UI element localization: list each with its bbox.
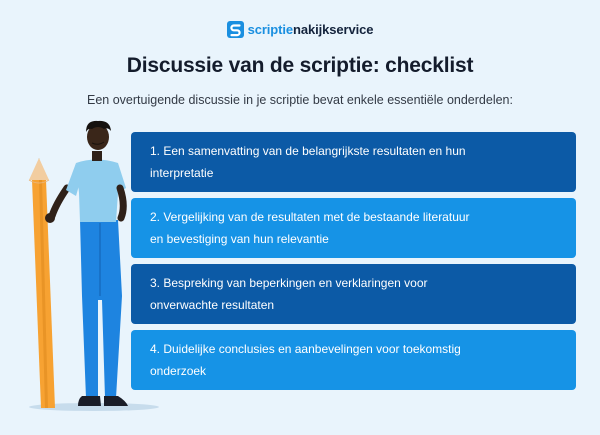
checklist-item-4-line1: 4. Duidelijke conclusies en aanbevelingen voor toekomstig (150, 342, 461, 356)
logo-text-part2: nakijkservice (293, 22, 374, 37)
logo-text-part1: scriptie (247, 22, 294, 37)
checklist-item-3-line1: 3. Bespreking van beperkingen en verklaringen voor (150, 276, 428, 290)
checklist-item-2-line1: 2. Vergelijking van de resultaten met de bestaande literatuur (150, 210, 470, 224)
checklist-item-2-line2: en bevestiging van hun relevantie (150, 232, 329, 246)
checklist-item-1-line2: interpretatie (150, 166, 214, 180)
checklist-item-1 (131, 132, 576, 192)
checklist-item-3-line2: onverwachte resultaten (150, 298, 275, 312)
checklist-item-4 (131, 330, 576, 390)
checklist-item-4-line2: onderzoek (150, 364, 207, 378)
pencil-icon (29, 158, 55, 408)
logo (0, 21, 600, 38)
page-subtitle: Een overtuigende discussie in je scriptie bevat enkele essentiële onderdelen: (87, 93, 513, 107)
page-title: Discussie van de scriptie: checklist (126, 54, 474, 77)
checklist-item-2 (131, 198, 576, 258)
checklist-item-3 (131, 264, 576, 324)
logo-text (248, 22, 374, 37)
checklist-item-1-line1: 1. Een samenvatting van de belangrijkste resultaten en hun (150, 144, 466, 158)
logo-icon (227, 21, 244, 38)
